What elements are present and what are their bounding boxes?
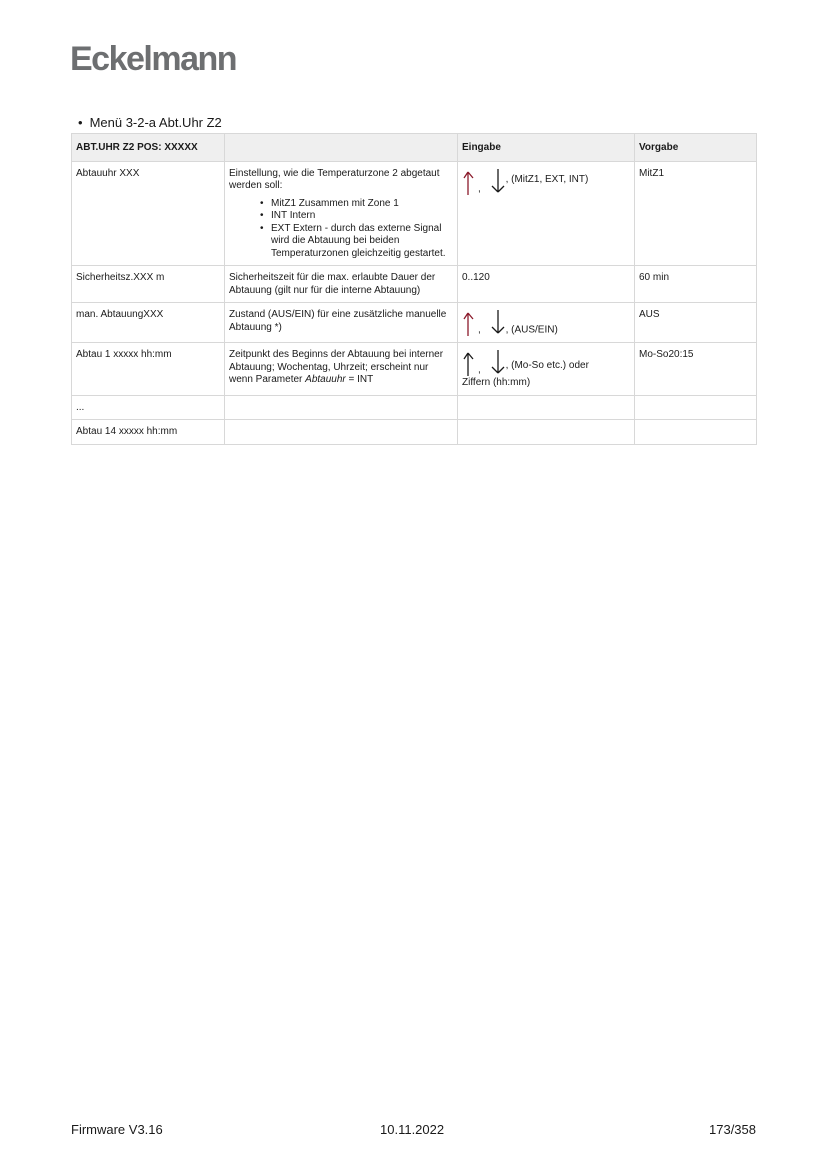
list-item: • INT Intern bbox=[271, 210, 453, 223]
param-default bbox=[635, 420, 757, 445]
param-description: Zustand (AUS/EIN) für eine zusätzliche manuelle Abtauung *) bbox=[225, 303, 458, 343]
table-row bbox=[72, 343, 757, 396]
header-eingabe: Eingabe bbox=[458, 134, 635, 162]
footer-firmware: Firmware V3.16 bbox=[71, 1122, 163, 1137]
arrow-up-icon bbox=[462, 349, 478, 377]
table-row bbox=[72, 303, 757, 343]
footer-page-number: 173/358 bbox=[709, 1122, 756, 1137]
input-separator: , bbox=[478, 324, 481, 336]
list-item: • EXT Extern - durch das externe Signal wird die Abtauung bei beiden Temperaturzonen gleichzeitig gestartet. bbox=[271, 223, 453, 261]
table-row bbox=[72, 266, 757, 303]
param-input: 0..120 bbox=[458, 266, 635, 303]
param-input bbox=[458, 395, 635, 420]
param-input bbox=[458, 343, 635, 396]
param-name: ... bbox=[72, 395, 225, 420]
input-options: , (AUS/EIN) bbox=[505, 324, 558, 336]
table-header-row bbox=[72, 134, 757, 162]
param-default: Mo-So20:15 bbox=[635, 343, 757, 396]
arrow-up-icon bbox=[462, 168, 478, 196]
list-item: • MitZ1 Zusammen mit Zone 1 bbox=[271, 198, 453, 211]
section-heading bbox=[78, 115, 222, 130]
parameter-table bbox=[71, 133, 757, 445]
arrow-down-icon bbox=[490, 309, 506, 337]
param-description: Sicherheitszeit für die max. erlaubte Dauer der Abtauung (gilt nur für die interne Abtauung) bbox=[225, 266, 458, 303]
arrow-down-icon bbox=[490, 168, 506, 196]
description-param-ref: Abtauuhr bbox=[305, 374, 346, 385]
footer-date: 10.11.2022 bbox=[380, 1122, 445, 1137]
input-options: , (Mo-So etc.) oder bbox=[505, 359, 589, 371]
input-options-2: Ziffern (hh:mm) bbox=[462, 377, 531, 388]
param-input bbox=[458, 161, 635, 266]
description-text-end: = INT bbox=[345, 374, 374, 385]
input-options: , (MitZ1, EXT, INT) bbox=[505, 174, 589, 185]
param-default: MitZ1 bbox=[635, 161, 757, 266]
table-row bbox=[72, 395, 757, 420]
param-description bbox=[225, 343, 458, 396]
param-name: Abtauuhr XXX bbox=[72, 161, 225, 266]
header-vorgabe: Vorgabe bbox=[635, 134, 757, 162]
arrow-down-icon bbox=[490, 349, 506, 377]
input-separator: , bbox=[478, 183, 481, 194]
param-input bbox=[458, 303, 635, 343]
param-name: Sicherheitsz.XXX m bbox=[72, 266, 225, 303]
param-default bbox=[635, 395, 757, 420]
arrow-up-icon bbox=[462, 309, 478, 337]
heading-bullet: • bbox=[78, 115, 83, 130]
param-name: Abtau 14 xxxxx hh:mm bbox=[72, 420, 225, 445]
input-separator: , bbox=[478, 364, 481, 376]
description-text: Zeitpunkt des Beginns der Abtauung bei interner Abtauung; Wochentag, Uhrzeit; erscheint nur wenn Parameter bbox=[229, 349, 444, 385]
param-description bbox=[225, 395, 458, 420]
param-description bbox=[225, 161, 458, 266]
table-row bbox=[72, 161, 757, 266]
param-input bbox=[458, 420, 635, 445]
param-description bbox=[225, 420, 458, 445]
option-list bbox=[229, 198, 453, 261]
eckelmann-logo: Eckelmann bbox=[70, 40, 237, 78]
param-default: AUS bbox=[635, 303, 757, 343]
description-text: Einstellung, wie die Temperaturzone 2 abgetaut werden soll: bbox=[229, 167, 440, 191]
menu-title: Menü 3-2-a Abt.Uhr Z2 bbox=[89, 115, 222, 130]
table-row bbox=[72, 420, 757, 445]
param-name: man. AbtauungXXX bbox=[72, 303, 225, 343]
header-description bbox=[225, 134, 458, 162]
param-default: 60 min bbox=[635, 266, 757, 303]
param-name: Abtau 1 xxxxx hh:mm bbox=[72, 343, 225, 396]
header-menu-position: ABT.UHR Z2 POS: XXXXX bbox=[72, 134, 225, 162]
